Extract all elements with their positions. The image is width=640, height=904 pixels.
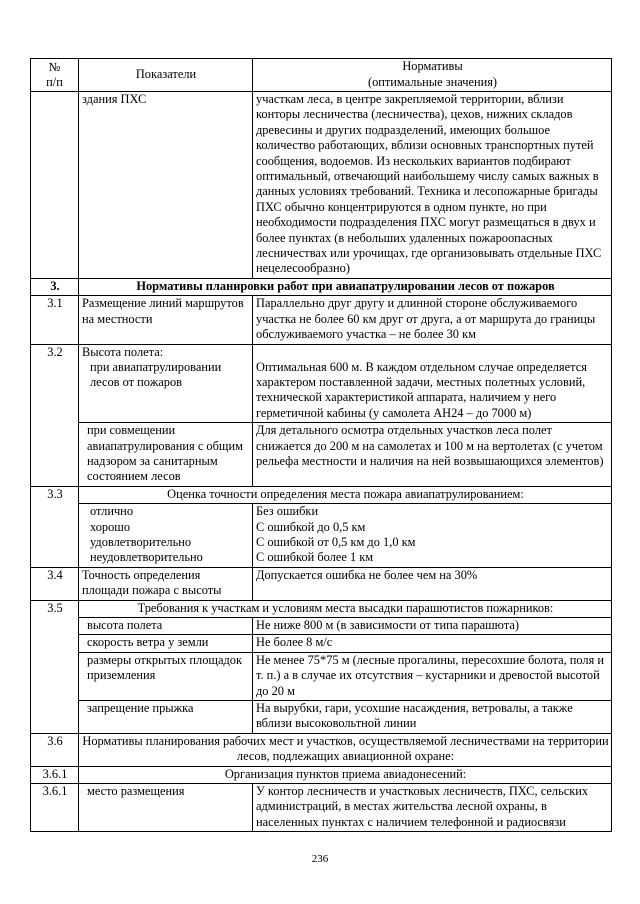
row-num: 3.6.1 [31,784,79,832]
row-num: 3.1 [31,296,79,344]
table-row [31,296,612,344]
sub-norm: Для детального осмотра отдельных участков леса полет снижается до 200 м на самолетах и 100 м на вертолетах (с учетом рельефа местности и наличия на ней возвышающихся элементов) [253,423,612,487]
row-num: 3.5 [31,600,79,733]
row-indicator [79,344,253,423]
error-item: С ошибкой до 0,5 км [256,519,366,534]
sub-indicator: высота полета [79,618,253,635]
sub-norm: Не более 8 м/с [253,635,612,652]
document-page [30,58,611,832]
row-num: 3.3 [31,486,79,567]
subsection-title: Высота полета: [82,344,164,359]
table-row [31,618,612,635]
header-num: № п/п [31,59,79,92]
sub-indicator: размеры открытых площадок приземления [79,652,253,700]
section-row [31,278,612,295]
sub-norm: Не менее 75*75 м (лесные прогалины, пересохшие болота, поля и т. п.) а в случае их отсутствия – кустарники и древостой высотой до 20 м [253,652,612,700]
sub-norm: Оптимальная 600 м. В каждом отдельном случае определяется характером поставленной задачи, местных полетных условий, технической характеристикой аппарата, наличием у него герметичной кабины (у самолета АН24 – до 7000 м) [256,359,587,420]
row-indicator: Точность определения площади пожара с высоты [79,567,253,600]
row-num: 3.6 [31,733,79,766]
norms-table [30,58,612,832]
subsection-title: Организация пунктов приема авиадонесений: [79,766,612,783]
subsection-row [31,486,612,503]
table-row [31,652,612,700]
sub-indicator: при авиапатрулировании лесов от пожаров [90,359,222,390]
row-indicator: здания ПХС [79,92,253,279]
grade-item: хорошо [90,519,131,534]
grade-item: неудовлетворительно [90,550,203,565]
row-norm: У контор лесничеств и участковых лесничеств, ПХС, сельских администраций, в местах жительства лесной охраны, в населенных пунктах с наличием телефонной и радиосвязи [253,784,612,832]
section-num: 3. [31,278,79,295]
row-norm: Допускается ошибка не более чем на 30% [253,567,612,600]
row-indicator: место размещения [79,784,253,832]
subsection-title: Нормативы планирования рабочих мест и участков, осуществляемой лесничествами на территории лесов, подлежащих авиационной охране: [79,733,612,766]
subsection-row [31,733,612,766]
error-item: Без ошибки [256,504,319,519]
header-indicator: Показатели [79,59,253,92]
header-norm-line2: (оптимальные значения) [367,74,498,89]
table-header-row [31,59,612,92]
grade-item: отлично [90,504,134,519]
table-row [31,92,612,279]
header-norm-line1: Нормативы [402,59,463,74]
row-num: 3.4 [31,567,79,600]
subsection-row [31,766,612,783]
table-row [31,784,612,832]
table-row [31,504,612,568]
sub-norm: На вырубки, гари, усохшие насаждения, ветровалы, а также вблизи высоковольтной линии [253,701,612,734]
subsection-row [31,600,612,617]
sub-indicator: скорость ветра у земли [79,635,253,652]
error-item: С ошибкой от 0,5 км до 1,0 км [256,534,416,549]
row-norm [253,344,612,423]
sub-indicator: запрещение прыжка [79,701,253,734]
errors-list [253,504,612,568]
subsection-title: Оценка точности определения места пожара авиапатрулированием: [79,486,612,503]
page-number: 236 [311,853,329,865]
table-row [31,635,612,652]
row-norm: участкам леса, в центре закрепляемой территории, вблизи конторы лесничества (лесничества), цехов, нижних складов древесины и других подразделений, имеющих большое количество работающих, вблизи основных транспортных путей сообщения, водоемов. Из нескольких вариантов подбирают оптимальный, отвечающий наибольшему числу самых важных в данных условиях требований. Техника и лесопожарные бригады ПХС обычно концентрируются в одном пункте, но при необходимости подразделения ПХС могут размещаться в двух и более пунктах (в небольших удаленных пожароопасных лесничествах или урочищах, где организовывать отдельные ПХС нецелесообразно) [253,92,612,279]
row-indicator: Размещение линий маршрутов на местности [79,296,253,344]
sub-norm: Не ниже 800 м (в зависимости от типа парашюта) [253,618,612,635]
header-norm [253,59,612,92]
subsection-title: Требования к участкам и условиям места высадки парашютистов пожарников: [79,600,612,617]
row-norm: Параллельно друг другу и длинной стороне обслуживаемого участка не более 60 км друг от друга, а от маршрута до границы обслуживаемого участка – не более 30 км [253,296,612,344]
table-row [31,344,612,423]
table-row [31,701,612,734]
grades-list [79,504,253,568]
section-title: Нормативы планировки работ при авиапатрулировании лесов от пожаров [79,278,612,295]
error-item: С ошибкой более 1 км [256,550,374,565]
row-num: 3.2 [31,344,79,486]
table-row [31,423,612,487]
grade-item: удовлетворительно [90,534,192,549]
table-row [31,567,612,600]
row-num: 3.6.1 [31,766,79,783]
sub-indicator: при совмещении авиапатрулирования с общим надзором за санитарным состоянием лесов [79,423,253,487]
